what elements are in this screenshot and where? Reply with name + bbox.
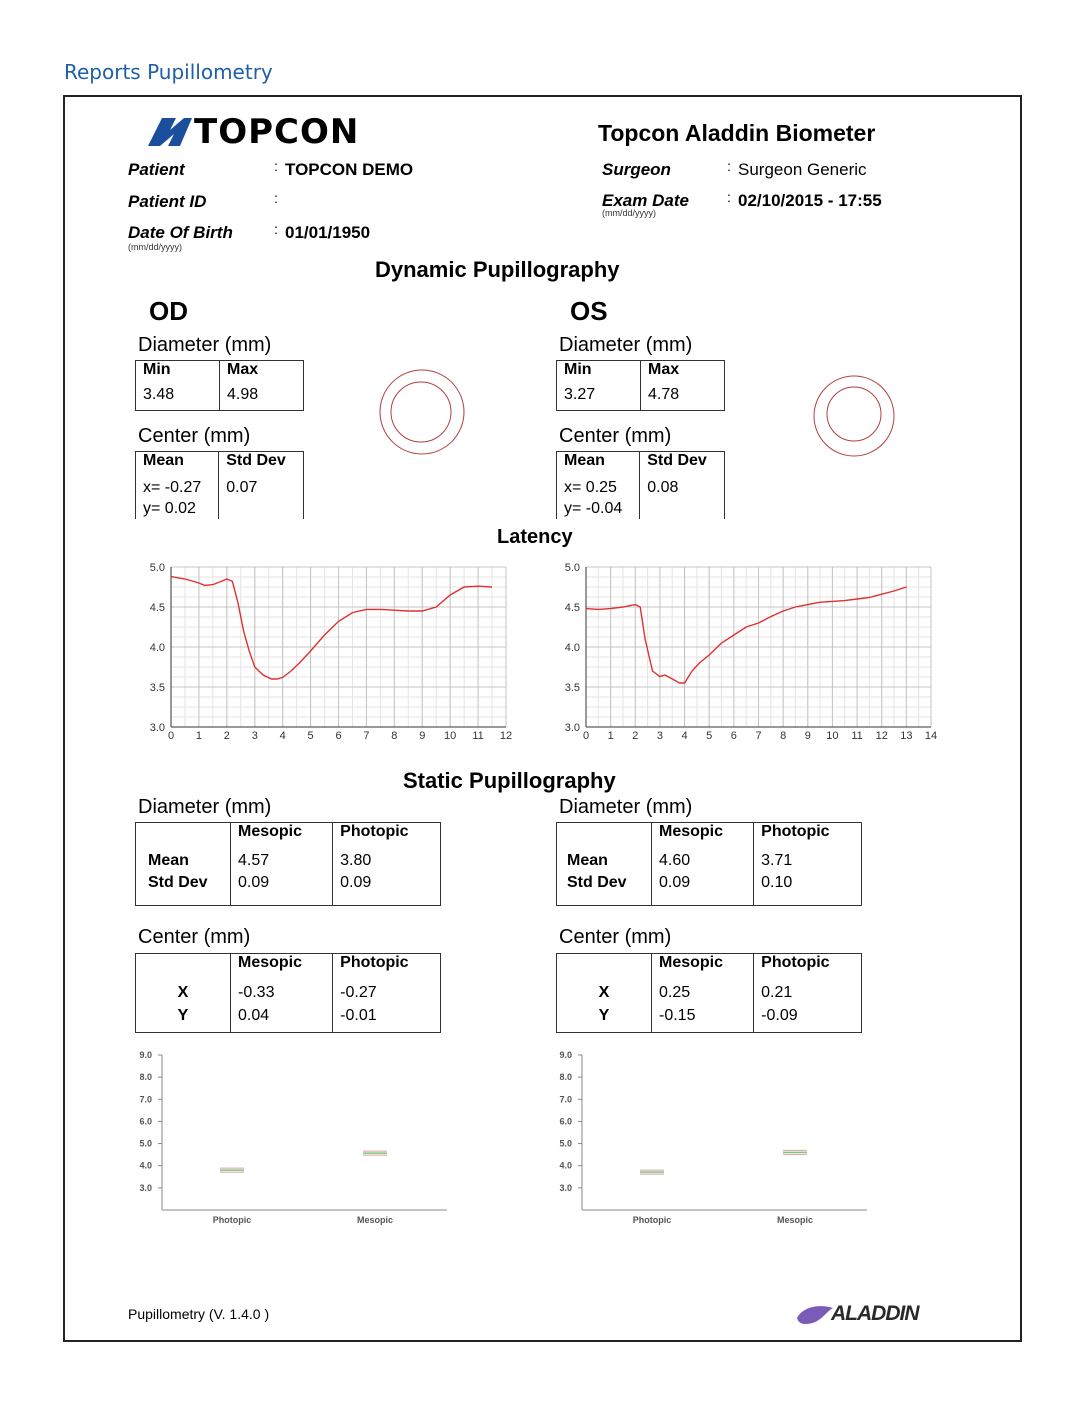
y-tick-label: 4.0 (564, 642, 580, 654)
y-tick-label: 3.0 (149, 722, 165, 734)
os-max-value: 4.78 (641, 386, 725, 411)
static-od-center-title: Center (mm) (138, 926, 251, 948)
od-diameter-title: Diameter (mm) (138, 334, 272, 356)
y-tick-label: 7.0 (559, 1094, 572, 1105)
x-tick-label: 5 (307, 730, 314, 742)
static-os-c-mes-col (652, 981, 754, 1033)
x-tick-label: 9 (419, 730, 426, 742)
x-tick-label: 6 (730, 730, 737, 742)
x-tick-label: 12 (875, 730, 888, 742)
static-od-c-rowlabels (136, 981, 231, 1033)
footer-version: Pupillometry (V. 1.4.0 ) (128, 1306, 270, 1322)
y-tick-label: 3.0 (139, 1182, 152, 1193)
topcon-logo (140, 112, 360, 152)
os-std-header: Std Dev (640, 452, 725, 477)
y-tick-label: 4.5 (564, 602, 580, 614)
static-od-x-mesopic: -0.33 (238, 983, 275, 1001)
x-tick-label: Mesopic (776, 1215, 814, 1225)
os-mean-header: Mean (557, 452, 640, 477)
x-tick-label: 9 (804, 730, 811, 742)
x-tick-label: 11 (851, 730, 863, 742)
static-od-c-mesopic: Mesopic (231, 954, 333, 981)
od-center-title: Center (mm) (138, 425, 251, 447)
x-tick-label: 4 (279, 730, 286, 742)
static-os-c-pho-col (754, 981, 862, 1033)
static-os-std-label: Std Dev (567, 873, 627, 891)
y-tick-label: 4.5 (149, 602, 165, 614)
static-os-std-photopic: 0.10 (761, 873, 793, 891)
x-tick-label: 1 (195, 730, 202, 742)
x-tick-label: 2 (223, 730, 230, 742)
od-max-header: Max (220, 361, 304, 386)
od-pupil-min-circle (391, 382, 451, 442)
static-os-std-mesopic: 0.09 (659, 873, 691, 891)
static-os-x-label: X (598, 983, 610, 1001)
static-od-std-mesopic: 0.09 (238, 873, 270, 891)
os-label: OS (570, 296, 608, 326)
static-os-mean-mesopic: 4.60 (659, 851, 691, 869)
device-title: Topcon Aladdin Biometer (598, 120, 876, 146)
static-od-d-photopic: Photopic (333, 823, 441, 850)
static-os-d-corner (557, 823, 652, 850)
x-tick-label: 13 (900, 730, 913, 742)
aladdin-logo-text: ALADDIN (831, 1302, 919, 1325)
od-center-table (135, 451, 304, 519)
latency-title: Latency (497, 526, 573, 548)
static-od-mean-label: Mean (148, 851, 189, 869)
static-os-diameter-table (556, 822, 862, 906)
x-tick-label: 4 (681, 730, 688, 742)
os-center-title: Center (mm) (559, 425, 672, 447)
od-std-header: Std Dev (219, 452, 304, 477)
static-od-std-photopic: 0.09 (340, 873, 372, 891)
y-tick-label: 5.0 (149, 562, 165, 574)
surgeon-label: Surgeon (602, 160, 671, 179)
os-min-value: 3.27 (557, 386, 641, 411)
od-mean-cell (136, 477, 219, 519)
x-tick-label: 14 (924, 730, 938, 742)
y-tick-label: 6.0 (139, 1116, 152, 1127)
dynamic-title: Dynamic Pupillography (375, 257, 620, 282)
os-mean-x: x= 0.25 (564, 478, 617, 496)
surgeon-value: Surgeon Generic (738, 160, 867, 179)
x-tick-label: Photopic (212, 1215, 252, 1225)
x-tick-label: 12 (499, 730, 513, 742)
static-od-center-table (135, 953, 441, 1033)
x-tick-label: 10 (444, 730, 457, 742)
os-mean-y: y= -0.04 (564, 499, 623, 517)
static-os-d-rowlabels (557, 850, 652, 906)
od-diameter-table (135, 360, 304, 411)
static-od-d-mesopic: Mesopic (231, 823, 333, 850)
y-tick-label: 3.5 (149, 682, 165, 694)
x-tick-label: 11 (472, 730, 484, 742)
static-os-diameter-title: Diameter (mm) (559, 796, 693, 818)
od-mean-y: y= 0.02 (143, 499, 196, 517)
static-os-y-photopic: -0.09 (761, 1006, 798, 1024)
od-mean-header: Mean (136, 452, 219, 477)
static-os-center-table (556, 953, 862, 1033)
static-od-diameter-title: Diameter (mm) (138, 796, 272, 818)
dob-label: Date Of Birth (128, 223, 233, 242)
os-diameter-table (556, 360, 725, 411)
static-od-d-pho-col (333, 850, 441, 906)
y-tick-label: 5.0 (559, 1138, 572, 1149)
os-max-header: Max (641, 361, 725, 386)
x-tick-label: 10 (826, 730, 839, 742)
y-tick-label: 6.0 (559, 1116, 572, 1127)
od-mean-x: x= -0.27 (143, 478, 202, 496)
patient-label: Patient (128, 160, 185, 179)
static-od-y-photopic: -0.01 (340, 1006, 377, 1024)
x-tick-label: 3 (251, 730, 258, 742)
x-tick-label: 7 (755, 730, 762, 742)
os-pupil-min-circle (827, 387, 881, 441)
static-os-d-mes-col (652, 850, 754, 906)
os-diameter-title: Diameter (mm) (559, 334, 693, 356)
static-od-c-mes-col (231, 981, 333, 1033)
od-max-value: 4.98 (220, 386, 304, 411)
exam-date-label: Exam Date (602, 191, 689, 210)
y-tick-label: 9.0 (139, 1050, 152, 1060)
os-min-header: Min (557, 361, 641, 386)
od-std-value: 0.07 (219, 477, 304, 519)
aladdin-logo (795, 1300, 935, 1330)
x-tick-label: 0 (582, 730, 590, 742)
os-mean-cell (557, 477, 640, 519)
patient-colon: : (274, 158, 278, 174)
dob-format: (mm/dd/yyyy) (128, 242, 182, 252)
static-od-y-label: Y (177, 1006, 189, 1024)
os-std-value: 0.08 (640, 477, 725, 519)
y-tick-label: 8.0 (139, 1072, 152, 1083)
static-od-c-corner (136, 954, 231, 981)
x-tick-label: Photopic (632, 1215, 672, 1225)
static-od-d-mes-col (231, 850, 333, 906)
static-od-chart (130, 1045, 470, 1235)
y-tick-label: 8.0 (559, 1072, 572, 1083)
y-tick-label: 9.0 (559, 1050, 572, 1060)
dob-value: 01/01/1950 (285, 223, 371, 242)
page-header: Reports Pupillometry (64, 60, 273, 84)
os-pupil-diagram (808, 370, 908, 470)
static-os-c-photopic: Photopic (754, 954, 862, 981)
x-tick-label: 8 (780, 730, 787, 742)
patient-id-label: Patient ID (128, 192, 207, 211)
latency-os-chart (550, 555, 940, 745)
x-tick-label: Mesopic (356, 1215, 394, 1225)
static-os-y-label: Y (598, 1006, 610, 1024)
y-tick-label: 4.0 (149, 642, 165, 654)
patient-value: TOPCON DEMO (285, 160, 414, 179)
y-tick-label: 3.5 (564, 682, 580, 694)
static-od-std-label: Std Dev (148, 873, 208, 891)
od-pupil-diagram (375, 364, 475, 464)
static-os-x-mesopic: 0.25 (659, 983, 691, 1001)
static-od-diameter-table (135, 822, 441, 906)
static-od-c-photopic: Photopic (333, 954, 441, 981)
x-tick-label: 0 (167, 730, 175, 742)
static-od-mean-mesopic: 4.57 (238, 851, 270, 869)
os-center-table (556, 451, 725, 519)
brand-name: TOPCON (194, 112, 360, 152)
static-os-d-pho-col (754, 850, 862, 906)
static-title: Static Pupillography (403, 768, 616, 793)
y-tick-label: 5.0 (139, 1138, 152, 1149)
latency-od-chart (135, 555, 515, 745)
static-od-d-rowlabels (136, 850, 231, 906)
exam-date-colon: : (727, 189, 731, 205)
x-tick-label: 6 (335, 730, 342, 742)
x-tick-label: 5 (706, 730, 713, 742)
y-tick-label: 5.0 (564, 562, 580, 574)
aladdin-logo-mark (795, 1302, 835, 1328)
x-tick-label: 1 (607, 730, 614, 742)
static-os-y-mesopic: -0.15 (659, 1006, 696, 1024)
od-min-header: Min (136, 361, 220, 386)
y-tick-label: 4.0 (559, 1160, 572, 1171)
x-tick-label: 7 (363, 730, 370, 742)
static-od-x-label: X (177, 983, 189, 1001)
static-od-c-pho-col (333, 981, 441, 1033)
static-os-d-photopic: Photopic (754, 823, 862, 850)
y-tick-label: 3.0 (564, 722, 580, 734)
patient-id-colon: : (274, 190, 278, 206)
surgeon-colon: : (727, 158, 731, 174)
dob-colon: : (274, 221, 278, 237)
os-pupil-max-circle (814, 376, 894, 456)
exam-date-value: 02/10/2015 - 17:55 (738, 191, 882, 210)
static-od-x-photopic: -0.27 (340, 983, 377, 1001)
x-tick-label: 8 (391, 730, 398, 742)
static-os-c-corner (557, 954, 652, 981)
od-min-value: 3.48 (136, 386, 220, 411)
static-os-chart (550, 1045, 890, 1235)
y-tick-label: 4.0 (139, 1160, 152, 1171)
static-od-d-corner (136, 823, 231, 850)
static-os-mean-photopic: 3.71 (761, 851, 793, 869)
exam-date-format: (mm/dd/yyyy) (602, 208, 656, 218)
static-os-center-title: Center (mm) (559, 926, 672, 948)
y-tick-label: 7.0 (139, 1094, 152, 1105)
y-tick-label: 3.0 (559, 1182, 572, 1193)
static-od-mean-photopic: 3.80 (340, 851, 372, 869)
static-os-d-mesopic: Mesopic (652, 823, 754, 850)
static-os-c-rowlabels (557, 981, 652, 1033)
x-tick-label: 2 (632, 730, 639, 742)
static-os-c-mesopic: Mesopic (652, 954, 754, 981)
x-tick-label: 3 (656, 730, 663, 742)
latency-line (171, 577, 492, 679)
static-os-x-photopic: 0.21 (761, 983, 793, 1001)
static-os-mean-label: Mean (567, 851, 608, 869)
od-label: OD (149, 296, 188, 326)
static-od-y-mesopic: 0.04 (238, 1006, 270, 1024)
